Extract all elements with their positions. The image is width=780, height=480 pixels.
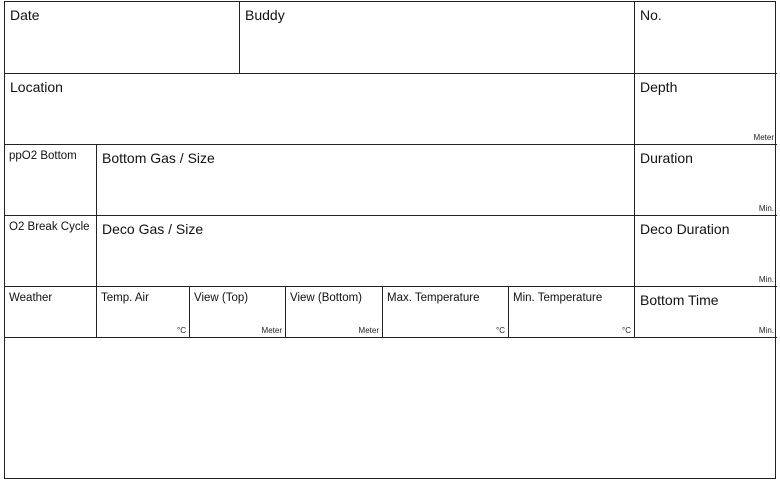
bottom-time-unit: Min. [758,326,774,335]
o2-break-cycle-label: O2 Break Cycle [9,221,90,233]
buddy-label: Buddy [245,7,285,23]
max-temperature-field[interactable] [383,287,509,338]
view-bottom-label: View (Bottom) [290,292,363,304]
view-bottom-field[interactable] [286,287,383,338]
duration-unit: Min. [758,204,774,213]
max-temperature-label: Max. Temperature [387,292,480,304]
notes-area[interactable] [5,338,777,478]
bottom-time-field[interactable] [635,287,777,338]
duration-label: Duration [640,150,693,166]
duration-field[interactable] [635,145,777,216]
view-top-unit: Meter [261,326,282,335]
number-label: No. [640,7,662,23]
max-temperature-unit: °C [496,326,505,335]
ppo2-bottom-label: ppO2 Bottom [9,150,77,162]
location-label: Location [10,79,63,95]
view-top-label: View (Top) [194,292,249,304]
deco-duration-unit: Min. [758,275,774,284]
date-label: Date [10,7,40,23]
o2-break-cycle-field[interactable] [5,216,97,287]
weather-label: Weather [9,292,53,304]
depth-field[interactable] [635,74,777,145]
min-temperature-unit: °C [622,326,631,335]
depth-unit: Meter [753,133,774,142]
bottom-gas-field[interactable] [97,145,635,216]
date-field[interactable] [5,2,240,74]
depth-label: Depth [640,79,678,95]
buddy-field[interactable] [240,2,635,74]
bottom-gas-label: Bottom Gas / Size [102,150,215,166]
deco-gas-field[interactable] [97,216,635,287]
temp-air-label: Temp. Air [101,292,149,304]
deco-duration-label: Deco Duration [640,221,730,237]
number-field[interactable] [635,2,777,74]
ppo2-bottom-field[interactable] [5,145,97,216]
dive-log-form [4,1,776,479]
deco-gas-label: Deco Gas / Size [102,221,204,237]
location-field[interactable] [5,74,635,145]
min-temperature-field[interactable] [509,287,635,338]
min-temperature-label: Min. Temperature [513,292,603,304]
temp-air-field[interactable] [97,287,190,338]
deco-duration-field[interactable] [635,216,777,287]
temp-air-unit: °C [177,326,186,335]
view-bottom-unit: Meter [358,326,379,335]
weather-field[interactable] [5,287,97,338]
bottom-time-label: Bottom Time [640,292,719,308]
view-top-field[interactable] [190,287,286,338]
